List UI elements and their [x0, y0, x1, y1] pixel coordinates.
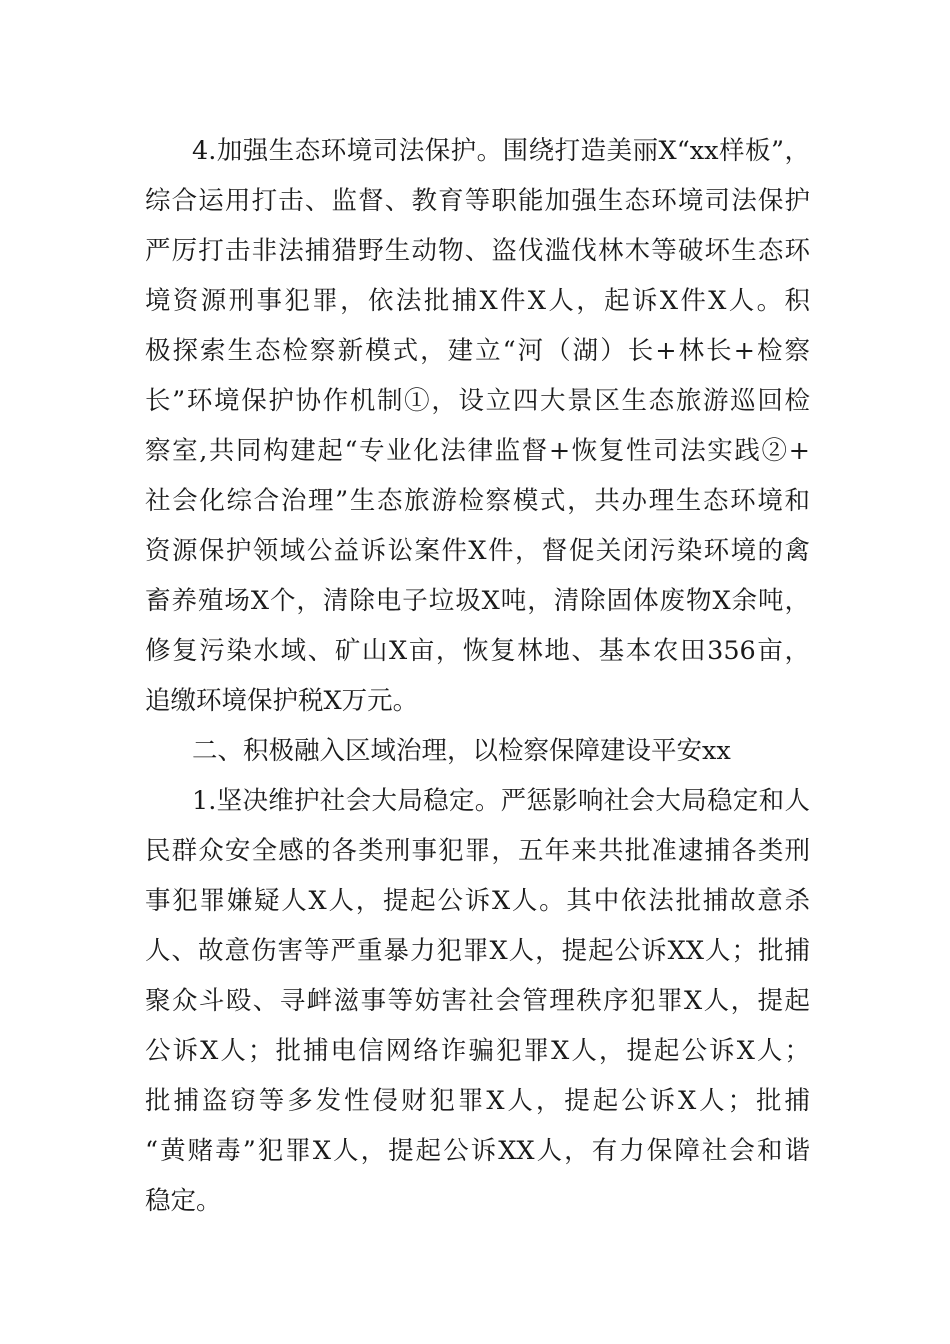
paragraph-1-line: 综合运用打击、监督、教育等职能加强生态环境司法保护: [145, 186, 810, 216]
paragraph-2-line: 稳定。: [145, 1186, 222, 1216]
paragraph-1-line: 察室,共同构建起“专业化法律监督+恢复性司法实践②+: [145, 436, 810, 466]
paragraph-1-line: 畜养殖场X个，清除电子垃圾X吨，清除固体废物X余吨，: [145, 586, 810, 616]
paragraph-2-line: 人、故意伤害等严重暴力犯罪X人，提起公诉XX人；批捕: [145, 936, 810, 966]
paragraph-1-line: 极探索生态检察新模式，建立“河（湖）长+林长+检察: [145, 336, 810, 366]
paragraph-2-line: “黄赌毒”犯罪X人，提起公诉XX人，有力保障社会和谐: [145, 1136, 810, 1166]
paragraph-1-line: 社会化综合治理”生态旅游检察模式，共办理生态环境和: [145, 486, 810, 516]
paragraph-2-line: 公诉X人；批捕电信网络诈骗犯罪X人，提起公诉X人；: [145, 1036, 810, 1066]
paragraph-1-line: 修复污染水域、矿山X亩，恢复林地、基本农田356亩，: [145, 636, 810, 666]
paragraph-2-line: 事犯罪嫌疑人X人，提起公诉X人。其中依法批捕故意杀: [145, 886, 810, 916]
paragraph-2-line: 民群众安全感的各类刑事犯罪，五年来共批准逮捕各类刑: [145, 836, 810, 866]
paragraph-1-line: 严厉打击非法捕猎野生动物、盗伐滥伐林木等破坏生态环: [145, 236, 810, 266]
paragraph-2-line: 批捕盗窃等多发性侵财犯罪X人，提起公诉X人；批捕: [145, 1086, 810, 1116]
section-heading: 二、积极融入区域治理，以检察保障建设平安xx: [192, 736, 731, 766]
paragraph-1-line: 长”环境保护协作机制①，设立四大景区生态旅游巡回检: [145, 386, 810, 416]
paragraph-1-line: 追缴环境保护税X万元。: [145, 686, 419, 716]
paragraph-1-line: 资源保护领域公益诉讼案件X件，督促关闭污染环境的禽: [145, 536, 810, 566]
paragraph-1-line: 4.加强生态环境司法保护。围绕打造美丽X“xx样板”，: [192, 136, 810, 166]
paragraph-2-line: 聚众斗殴、寻衅滋事等妨害社会管理秩序犯罪X人，提起: [145, 986, 810, 1016]
paragraph-2-line: 1.坚决维护社会大局稳定。严惩影响社会大局稳定和人: [192, 786, 810, 816]
paragraph-1-line: 境资源刑事犯罪，依法批捕X件X人，起诉X件X人。积: [145, 286, 810, 316]
